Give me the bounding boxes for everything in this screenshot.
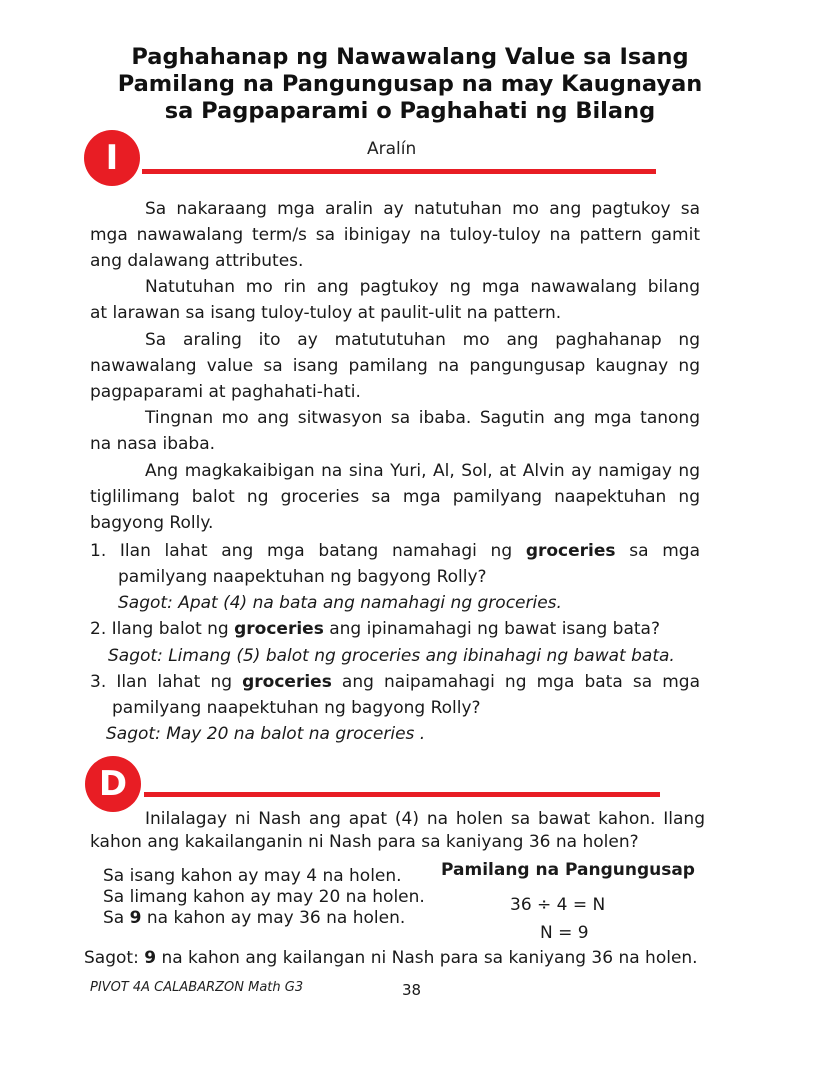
lesson-p3-line1: Sa araling ito ay matututuhan mo ang paghahanap ng (145, 330, 700, 350)
lesson-p5-line1: Ang magkakaibigan na sina Yuri, Al, Sol, at Alvin ay namigay ng (145, 461, 700, 481)
holen-statement-2: Sa limang kahon ay may 20 na holen. (103, 887, 425, 907)
question-3-line2: pamilyang naapektuhan ng bagyong Rolly? (112, 698, 481, 718)
question-1-line2: pamilyang naapektuhan ng bagyong Rolly? (118, 567, 487, 587)
section-i-divider (142, 169, 656, 174)
section-i-label: Aralín (367, 139, 417, 159)
section-d-answer-text-end: na kahon ang kailangan ni Nash para sa kaniyang 36 na holen. (156, 948, 698, 968)
lesson-p3-line3: pagpaparami at paghahati-hati. (90, 382, 361, 402)
lesson-p2-line2: at larawan sa isang tuloy-tuloy at paulit-ulit na pattern. (90, 303, 562, 323)
question-3 (90, 669, 700, 695)
page-number: 38 (402, 981, 422, 999)
lesson-p1-line2: mga nawawalang term/s sa ibinigay na tuloy-tuloy na pattern gamit (90, 225, 700, 245)
lesson-p5-line2: tiglilimang balot ng groceries sa mga pamilyang naapektuhan ng (90, 487, 700, 507)
question-2-keyword: groceries (234, 619, 324, 639)
question-2-text-end: ang ipinamahagi ng bawat isang bata? (323, 619, 660, 639)
holen-statement-3-text-end: na kahon ay may 36 na holen. (141, 908, 406, 928)
page-title (70, 44, 750, 125)
equation-1: 36 ÷ 4 = N (510, 895, 606, 915)
section-d-answer-number: 9 (144, 948, 157, 968)
lesson-p1-line3: ang dalawang attributes. (90, 251, 304, 271)
answer-2: Sagot: Limang (5) balot ng groceries ang ibinahagi ng bawat bata. (108, 646, 675, 666)
lesson-p4-line1: Tingnan mo ang sitwasyon sa ibaba. Sagutin ang mga tanong (145, 408, 700, 428)
holen-statement-3 (103, 908, 405, 928)
number-sentence-title: Pamilang na Pangungusap (441, 860, 695, 880)
section-d-p1-line2: kahon ang kakailanganin ni Nash para sa kaniyang 36 na holen? (90, 832, 639, 852)
section-d-answer (84, 948, 698, 968)
section-d-p1-line1: Inilalagay ni Nash ang apat (4) na holen sa bawat kahon. Ilang (145, 809, 705, 829)
question-2-text: 2. Ilang balot ng (90, 619, 235, 639)
question-3-text-end: ang naipamahagi ng mga bata sa mga (331, 672, 700, 692)
question-1-text-end: sa mga (615, 541, 700, 561)
lesson-p4-line2: na nasa ibaba. (90, 434, 216, 454)
question-2 (90, 616, 700, 642)
answer-1: Sagot: Apat (4) na bata ang namahagi ng groceries. (118, 593, 562, 613)
question-1-keyword: groceries (525, 541, 616, 561)
lesson-p1-line1: Sa nakaraang mga aralin ay natutuhan mo ang pagtukoy sa (145, 199, 700, 219)
title-line-3: sa Pagpaparami o Paghahati ng Bilang (164, 98, 656, 124)
lesson-p3-line2: nawawalang value sa isang pamilang na pangungusap kaugnay ng (90, 356, 700, 376)
title-line-1: Paghahanap ng Nawawalang Value sa Isang (131, 44, 689, 70)
lesson-p5-line3: bagyong Rolly. (90, 513, 214, 533)
section-d-answer-text: Sagot: (84, 948, 145, 968)
holen-statement-3-text: Sa (103, 908, 130, 928)
question-1 (90, 538, 700, 564)
question-3-text: 3. Ilan lahat ng (90, 672, 243, 692)
holen-statement-1: Sa isang kahon ay may 4 na holen. (103, 866, 402, 886)
equation-2: N = 9 (540, 923, 589, 943)
question-3-keyword: groceries (242, 672, 332, 692)
holen-statement-3-number: 9 (129, 908, 142, 928)
section-d-divider (144, 792, 660, 797)
section-i-badge: I (84, 130, 140, 186)
title-line-2: Pamilang na Pangungusap na may Kaugnayan (117, 71, 703, 97)
section-d-badge: D (85, 756, 141, 812)
footer-source: PIVOT 4A CALABARZON Math G3 (90, 980, 304, 995)
answer-3: Sagot: May 20 na balot na groceries . (106, 724, 426, 744)
question-1-text: 1. Ilan lahat ang mga batang namahagi ng (90, 541, 526, 561)
lesson-p2-line1: Natutuhan mo rin ang pagtukoy ng mga nawawalang bilang (145, 277, 700, 297)
